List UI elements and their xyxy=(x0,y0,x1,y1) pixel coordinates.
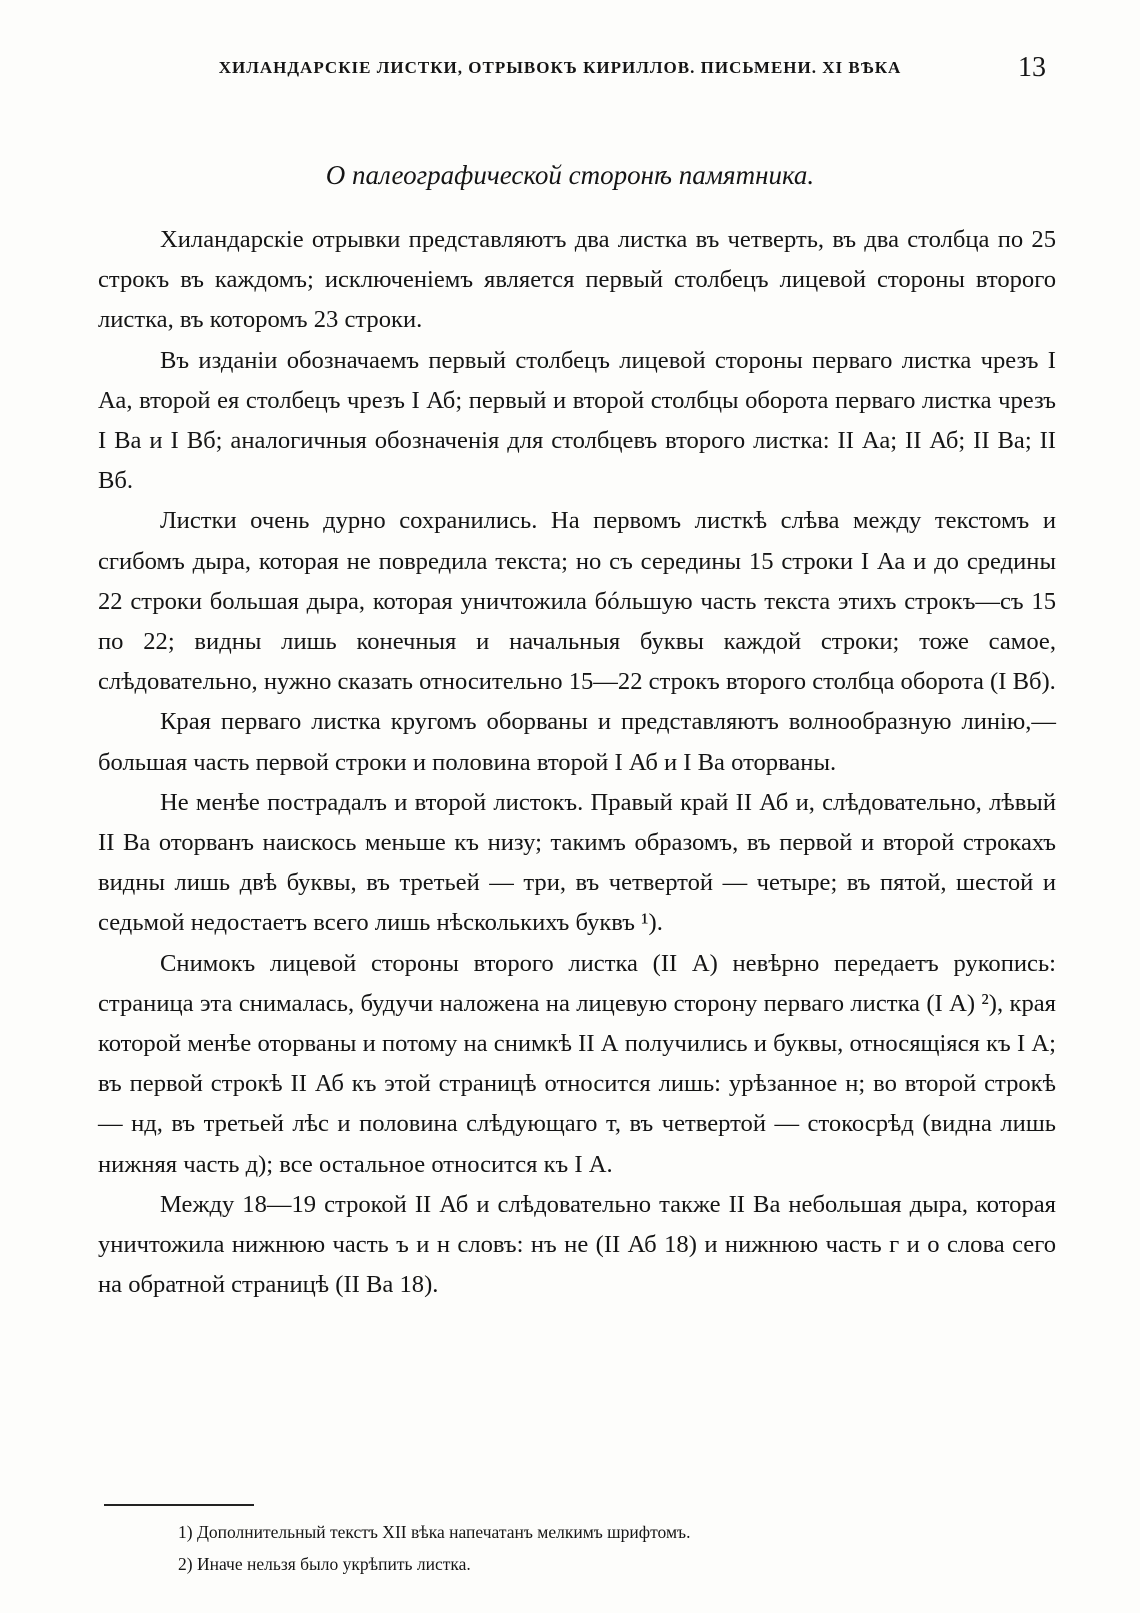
page-number: 13 xyxy=(1018,52,1046,83)
paragraph-1: Хиландарскіе отрывки представляютъ два листка въ четверть, въ два столбца по 25 строкъ въ каждомъ; исключеніемъ является первый столбецъ лицевой стороны второго листка, въ которомъ 23 строки. xyxy=(98,226,1056,334)
paragraph-3: Листки очень дурно сохранились. На первомъ листкѣ слѣва между текстомъ и сгибомъ дыра, которая не повредила текста; но съ середины 15 строки I Аа и до средины 22 строки большая дыра, которая уничтожила бóльшую часть текста этихъ строкъ—съ 15 по 22; видны лишь конечныя и начальныя буквы каждой строки; тоже самое, слѣдовательно, нужно сказать относительно 15—22 строкъ второго столбца оборота (I Вб). xyxy=(98,507,1056,696)
footnotes xyxy=(178,1516,1038,1580)
paragraph-6: Снимокъ лицевой стороны второго листка (II А) невѣрно передаетъ рукопись: страница эта снималась, будучи наложена на лицевую сторону перваго листка (I А) ²), края которой менѣе оторваны и потому на снимкѣ II А получились и буквы, относящіяся къ I А; въ первой строкѣ II Аб къ этой страницѣ относится лишь: урѣзанное н; во второй строкѣ — нд, въ третьей лѣс и половина слѣдующаго т, въ четвертой — стокосрѣд (видна лишь нижняя часть д); все остальное относится къ I А. xyxy=(98,949,1056,1178)
footnote-rule xyxy=(104,1504,254,1506)
footnote-2: 2) Иначе нельзя было укрѣпить листка. xyxy=(178,1554,471,1574)
running-head: ХИЛАНДАРСКІЕ ЛИСТКИ, ОТРЫВОКЪ КИРИЛЛОВ. ПИСЬМЕНИ. XI ВѢКА xyxy=(218,58,902,77)
paragraph-5: Не менѣе пострадалъ и второй листокъ. Правый край II Аб и, слѣдовательно, лѣвый II Ва оторванъ наискось меньше къ низу; такимъ образомъ, въ первой и второй строкахъ видны лишь двѣ буквы, въ третьей — три, въ четвертой — четыре; въ пятой, шестой и седьмой недостаетъ всего лишь нѣсколькихъ буквъ ¹). xyxy=(98,788,1056,937)
body-text xyxy=(98,220,1056,1305)
section-title: О палеографической сторонѣ памятника. xyxy=(325,160,815,190)
footnote-1: 1) Дополнительный текстъ XII вѣка напечатанъ мелкимъ шрифтомъ. xyxy=(178,1522,691,1542)
paragraph-2: Въ изданіи обозначаемъ первый столбецъ лицевой стороны перваго листка чрезъ I Аа, второй ея столбецъ чрезъ I Аб; первый и второй столбцы оборота перваго листка чрезъ I Ва и I Вб; аналогичныя обозначенія для столбцевъ второго листка: II Аа; II Аб; II Ва; II Вб. xyxy=(98,346,1056,495)
paragraph-7: Между 18—19 строкой II Аб и слѣдовательно также II Ва небольшая дыра, которая уничтожила нижнюю часть ъ и н словъ: нъ не (II Аб 18) и нижнюю часть г и о слова сего на обратной страницѣ (II Ва 18). xyxy=(98,1190,1056,1299)
paragraph-4: Края перваго листка кругомъ оборваны и представляютъ волнообразную линію,— большая часть первой строки и половина второй I Аб и I Ва оторваны. xyxy=(98,708,1056,776)
